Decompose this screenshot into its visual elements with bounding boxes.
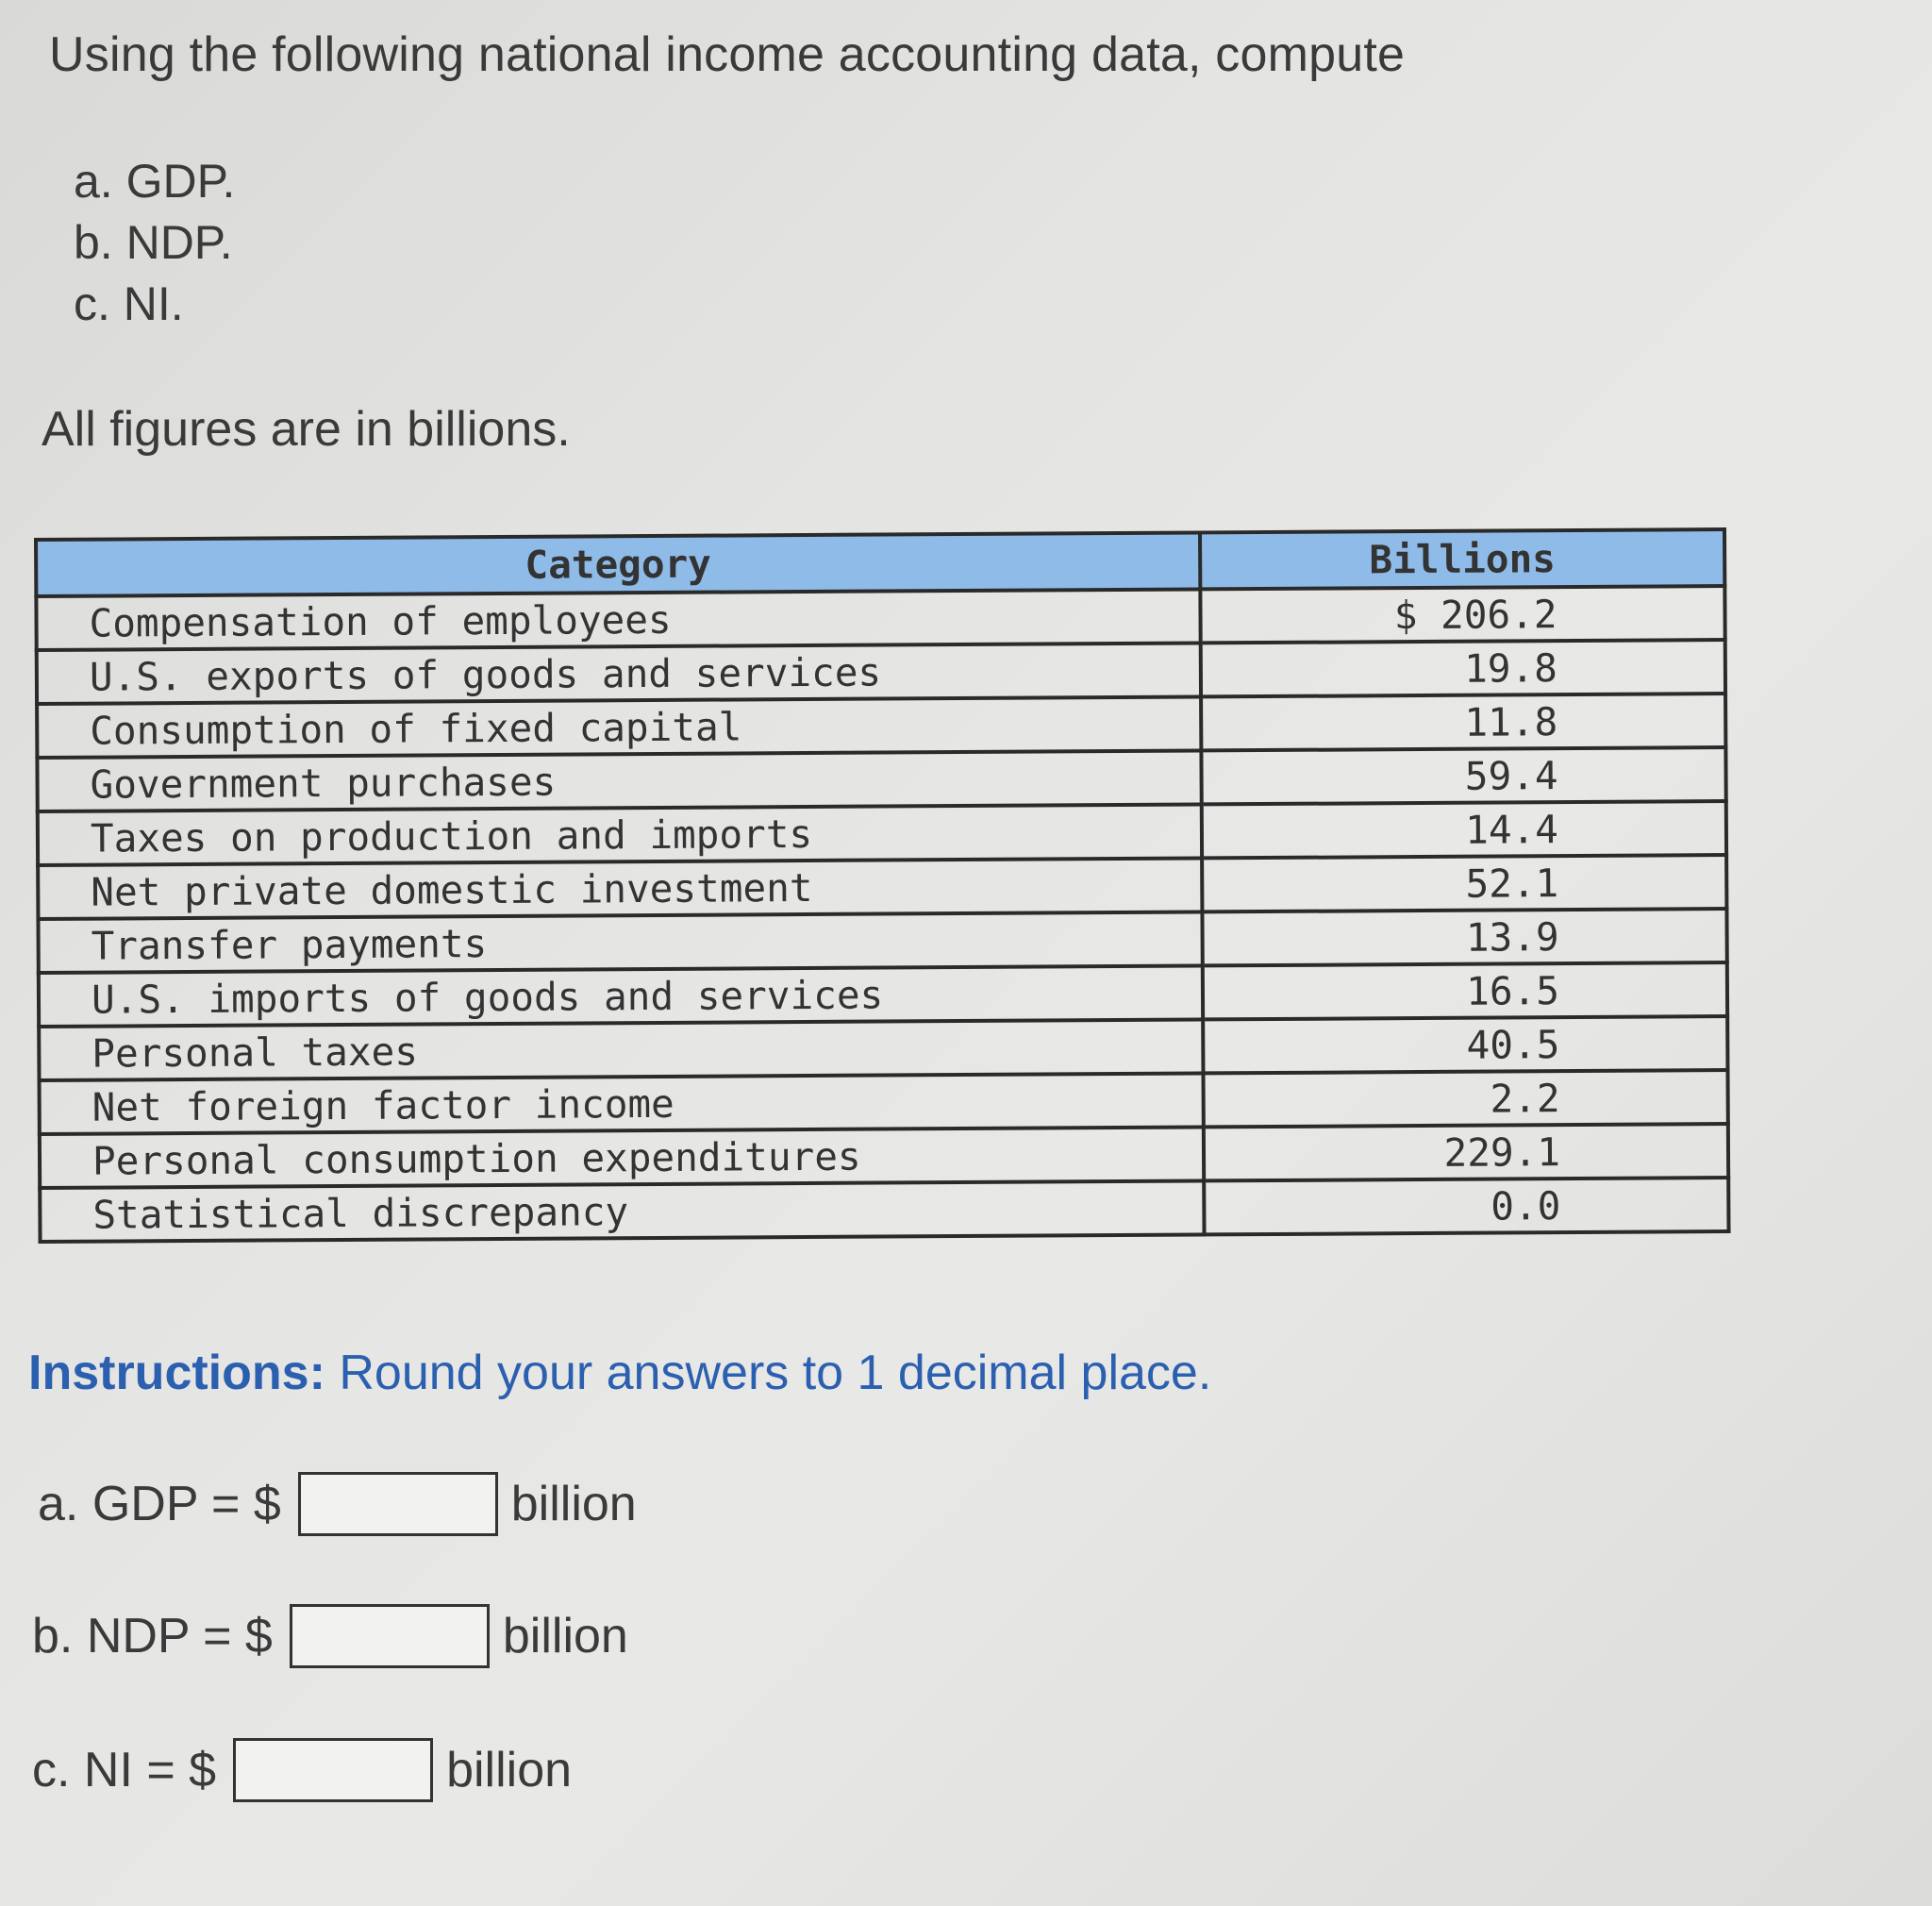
gdp-answer-row <box>38 1472 637 1536</box>
row-category: Transfer payments <box>38 911 1202 973</box>
row-category: Personal taxes <box>39 1019 1203 1080</box>
ndp-answer-unit: billion <box>502 1609 628 1664</box>
ndp-answer-row <box>32 1604 628 1668</box>
row-value: 0.0 <box>1204 1178 1728 1234</box>
row-category: Personal consumption expenditures <box>40 1127 1204 1188</box>
row-category: Taxes on production and imports <box>38 804 1202 865</box>
instructions-label: Instructions: <box>28 1346 325 1400</box>
row-category: U.S. imports of goods and services <box>39 965 1203 1027</box>
question-part-b: b. NDP. <box>74 216 233 269</box>
row-category: Statistical discrepancy <box>40 1180 1204 1242</box>
question-part-a: a. GDP. <box>74 155 236 208</box>
ndp-answer-input[interactable] <box>290 1604 490 1668</box>
row-category: Consumption of fixed capital <box>37 696 1201 758</box>
ni-answer-input[interactable] <box>233 1738 433 1802</box>
row-value: 14.4 <box>1202 801 1726 858</box>
row-value: 13.9 <box>1202 909 1726 965</box>
column-header-category: Category <box>36 532 1200 596</box>
row-category: Net foreign factor income <box>40 1073 1204 1134</box>
instructions <box>28 1345 1211 1401</box>
gdp-answer-input[interactable] <box>298 1472 498 1536</box>
table-header-row <box>36 529 1724 596</box>
instructions-text: Round your answers to 1 decimal place. <box>325 1346 1212 1400</box>
question-intro: Using the following national income accounting data, compute <box>49 27 1406 82</box>
national-income-table <box>34 527 1731 1244</box>
question-parts-list <box>74 151 235 335</box>
ni-answer-label: c. NI = $ <box>32 1743 217 1797</box>
ndp-answer-label: b. NDP = $ <box>32 1609 273 1664</box>
row-value: 19.8 <box>1201 640 1725 696</box>
row-value: 52.1 <box>1202 855 1726 911</box>
gdp-answer-unit: billion <box>510 1477 637 1531</box>
question-part-c: c. NI. <box>74 277 184 330</box>
row-category: Government purchases <box>37 750 1201 811</box>
row-value: 229.1 <box>1204 1124 1728 1180</box>
row-value: 11.8 <box>1201 694 1725 750</box>
row-category: Compensation of employees <box>36 589 1200 650</box>
column-header-billions: Billions <box>1200 529 1724 589</box>
ni-answer-unit: billion <box>446 1743 573 1797</box>
row-value: 40.5 <box>1203 1016 1727 1073</box>
row-category: U.S. exports of goods and services <box>37 643 1201 704</box>
row-value: $ 206.2 <box>1200 586 1724 643</box>
units-note: All figures are in billions. <box>42 402 571 457</box>
row-value: 16.5 <box>1203 962 1727 1019</box>
table-row <box>40 1178 1728 1242</box>
row-value: 59.4 <box>1201 747 1725 804</box>
ni-answer-row <box>32 1738 572 1802</box>
gdp-answer-label: a. GDP = $ <box>38 1477 281 1531</box>
row-value: 2.2 <box>1203 1070 1727 1127</box>
row-category: Net private domestic investment <box>38 858 1202 919</box>
